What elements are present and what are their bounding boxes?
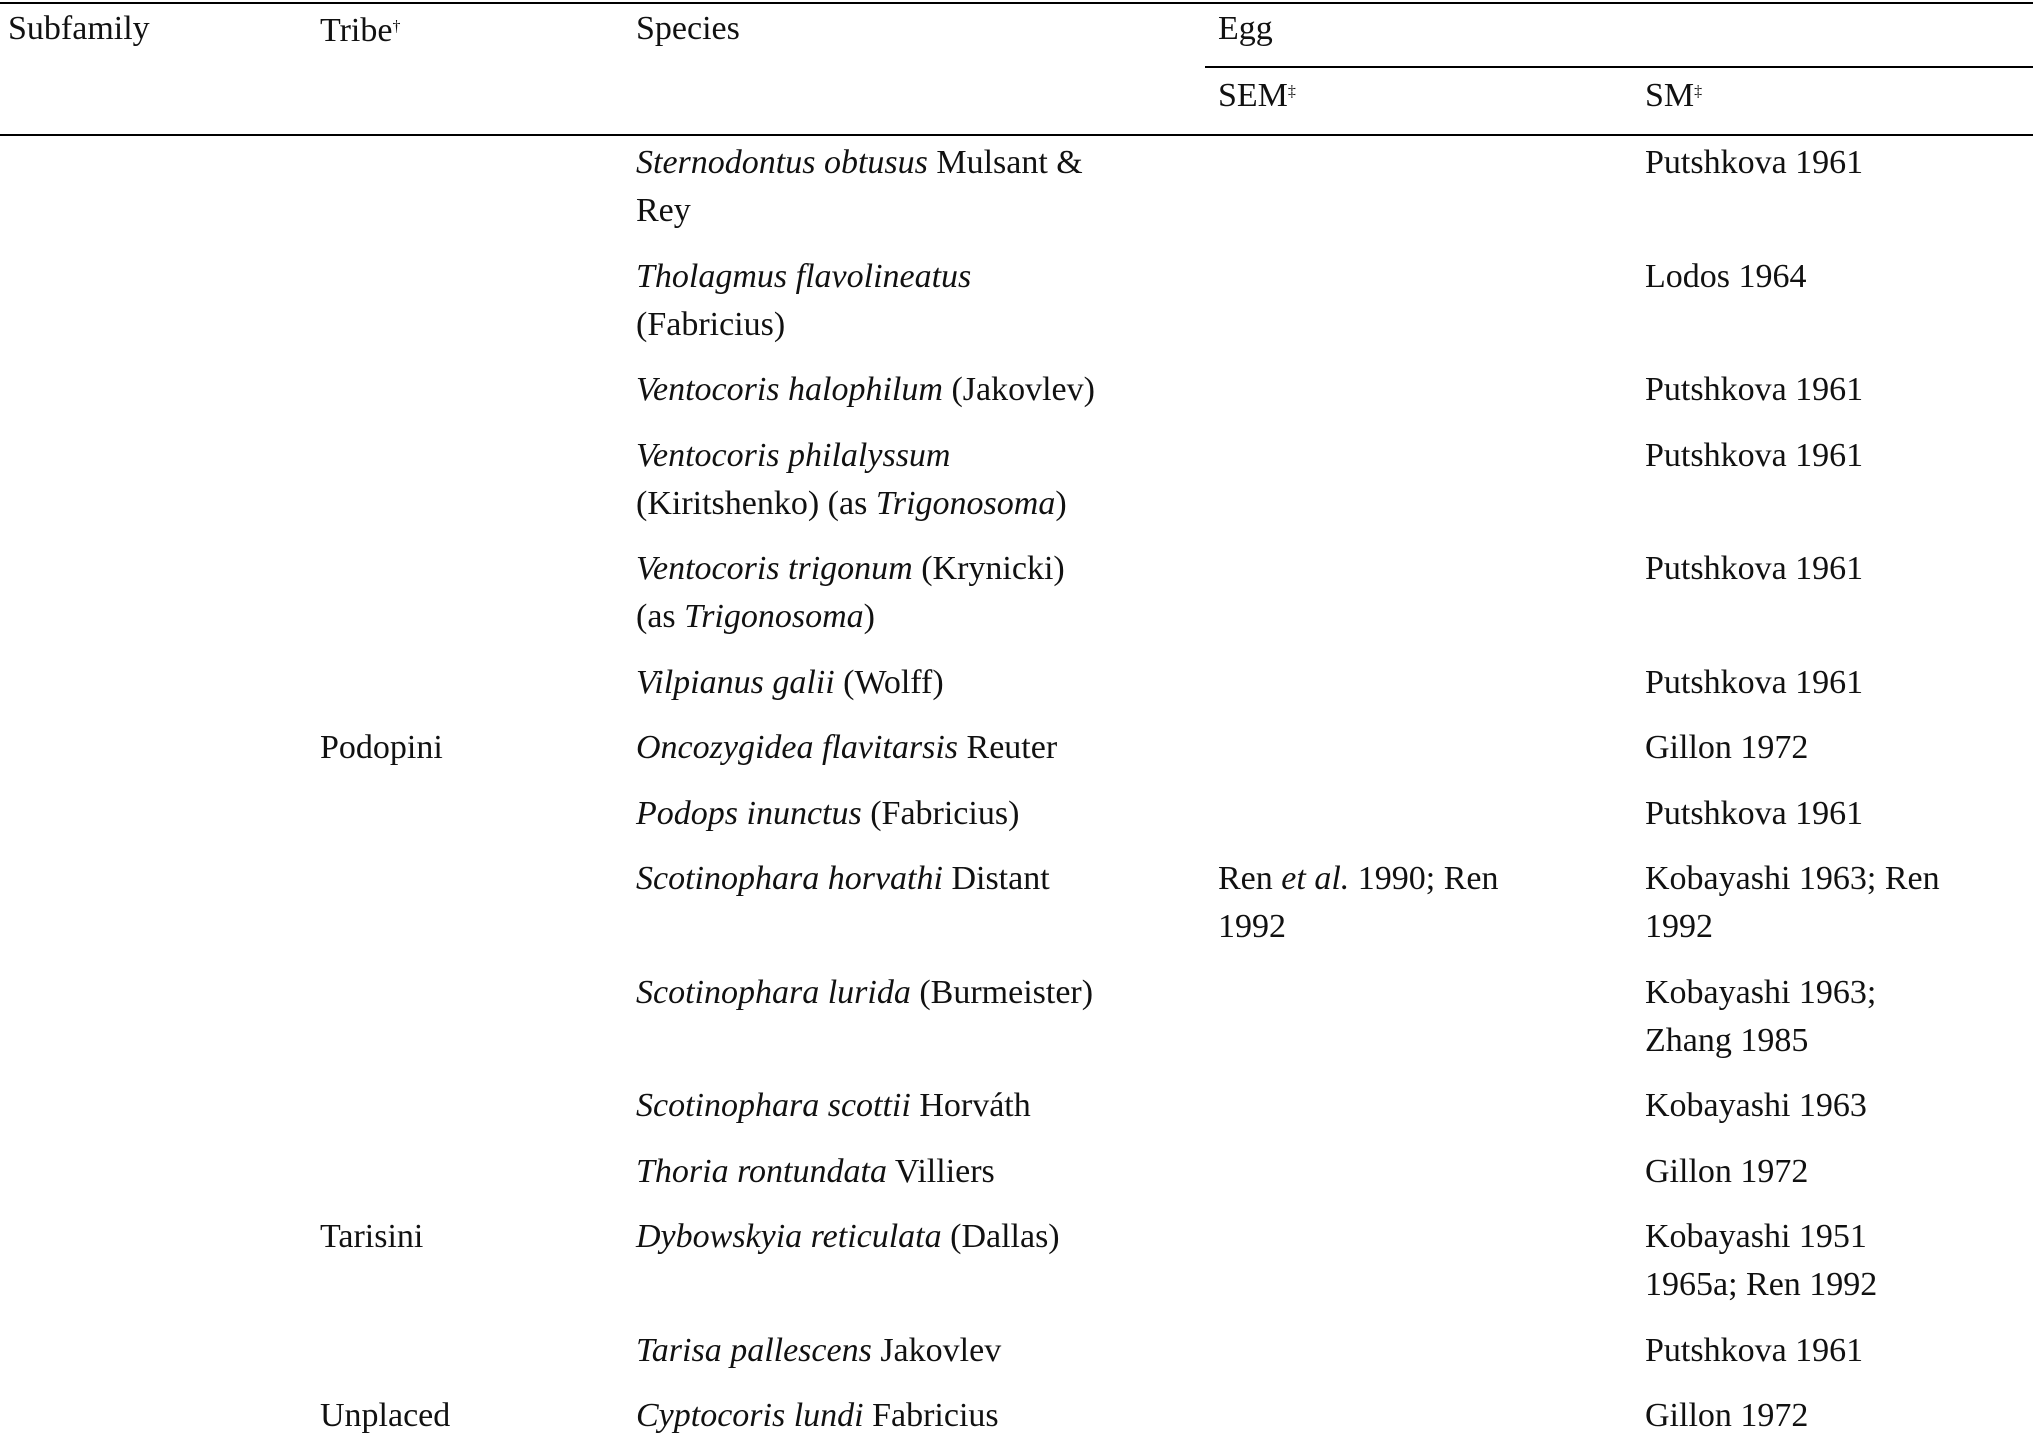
text: Rey <box>636 192 691 229</box>
cell-species <box>636 366 1095 414</box>
cell-line <box>636 545 1065 593</box>
cell-line <box>1645 1261 1877 1309</box>
cell-species <box>636 545 1065 641</box>
text: Villiers <box>886 1152 995 1190</box>
text: Putshkova 1961 <box>1645 1331 1864 1369</box>
text: ) <box>1055 484 1067 522</box>
text: Jakovlev <box>871 1331 1002 1369</box>
header-subfamily: Subfamily <box>8 10 150 47</box>
cell-species <box>636 969 1093 1017</box>
text: Kobayashi 1963; Ren <box>1645 860 1940 897</box>
italic-text: et al. <box>1281 860 1350 897</box>
cell-line <box>636 187 1083 235</box>
cell-sm <box>1645 1327 1863 1375</box>
cell-species <box>636 1392 999 1440</box>
cell-line <box>1645 139 1863 187</box>
text: 1990; Ren <box>1349 860 1499 897</box>
italic-text: Scotinophara horvathi <box>636 860 943 897</box>
cell-line <box>1645 724 1808 772</box>
cell-line <box>1645 253 1807 301</box>
italic-text: Ventocoris halophilum <box>636 371 943 408</box>
text: Kobayashi 1963 <box>1645 1087 1867 1124</box>
italic-text: Sternodontus obtusus <box>636 144 928 181</box>
tribe-name: Unplaced <box>320 1397 451 1434</box>
cell-sm <box>1645 1082 1867 1130</box>
cell-sm <box>1645 659 1863 707</box>
cell-species <box>636 855 1050 903</box>
text: 1992 <box>1645 908 1713 945</box>
cell-line <box>1645 1082 1867 1130</box>
text: Reuter <box>958 729 1058 766</box>
cell-sm <box>1645 1213 1877 1309</box>
italic-text: Dybowskyia reticulata <box>636 1218 942 1255</box>
cell-species <box>636 1213 1060 1261</box>
cell-tribe <box>320 724 443 772</box>
cell-line <box>636 969 1093 1017</box>
cell-line <box>1645 790 1863 838</box>
cell-sm <box>1645 1392 1808 1440</box>
italic-text: Ventocoris philalyssum <box>636 436 951 474</box>
cell-line <box>636 1392 999 1440</box>
italic-text: Trigonosoma <box>875 484 1056 522</box>
cell-sm <box>1645 969 1876 1065</box>
text: (Fabricius) <box>861 794 1020 832</box>
text: Distant <box>942 860 1050 897</box>
cell-line <box>1645 969 1876 1017</box>
text: Horváth <box>910 1087 1031 1124</box>
italic-text: Scotinophara lurida <box>636 973 911 1011</box>
cell-species <box>636 724 1057 772</box>
text: Putshkova 1961 <box>1645 371 1864 408</box>
cell-species <box>636 1327 1001 1375</box>
text: Gillon 1972 <box>1645 1152 1809 1190</box>
top-rule <box>0 2 2033 4</box>
cell-line <box>636 1148 995 1196</box>
header-bottom-rule <box>0 134 2033 136</box>
cell-sm <box>1645 253 1807 301</box>
text: Zhang 1985 <box>1645 1021 1809 1059</box>
cell-line <box>1645 659 1863 707</box>
text: (Dallas) <box>941 1218 1060 1255</box>
text: (Jakovlev) <box>942 371 1095 408</box>
header-sm: SM‡ <box>1645 77 1703 114</box>
dagger-footnote-mark: † <box>392 18 401 35</box>
egg-span-rule <box>1205 66 2033 68</box>
cell-line <box>1645 1148 1808 1196</box>
text: Gillon 1972 <box>1645 729 1809 766</box>
cell-sm <box>1645 724 1808 772</box>
cell-line <box>636 366 1095 414</box>
italic-text: Trigonosoma <box>684 598 864 635</box>
cell-line <box>1645 545 1863 593</box>
cell-species <box>636 253 971 349</box>
italic-text: Tarisa pallescens <box>636 1331 872 1369</box>
cell-line <box>636 139 1083 187</box>
cell-line <box>1218 903 1498 951</box>
header-egg: Egg <box>1218 10 1273 47</box>
cell-line <box>636 253 971 301</box>
cell-line <box>1645 1017 1876 1065</box>
italic-text: Vilpianus galii <box>636 663 835 701</box>
cell-line <box>636 301 971 349</box>
cell-line <box>1645 1392 1808 1440</box>
text: Putshkova 1961 <box>1645 794 1864 832</box>
cell-line <box>636 1327 1001 1375</box>
text: Kobayashi 1951 <box>1645 1218 1867 1255</box>
cell-sm <box>1645 366 1863 414</box>
cell-line <box>636 480 1067 528</box>
cell-line <box>1218 855 1498 903</box>
cell-line <box>636 432 1067 480</box>
cell-species <box>636 139 1083 235</box>
cell-line <box>1645 1327 1863 1375</box>
cell-line <box>636 593 1065 641</box>
text: (Krynicki) <box>912 550 1065 587</box>
italic-text: Ventocoris trigonum <box>636 550 913 587</box>
tribe-name: Tarisini <box>320 1218 424 1255</box>
text: 1965a; Ren 1992 <box>1645 1266 1878 1303</box>
cell-sm <box>1645 432 1863 480</box>
cell-line <box>636 659 944 707</box>
cell-sm <box>1645 790 1863 838</box>
cell-sm <box>1645 139 1863 187</box>
cell-sm <box>1645 855 1940 951</box>
text: (Kiritshenko) (as <box>636 484 876 522</box>
text: Putshkova 1961 <box>1645 550 1864 587</box>
text: Putshkova 1961 <box>1645 436 1864 474</box>
cell-sm <box>1645 545 1863 593</box>
cell-sem <box>1218 855 1498 951</box>
cell-species <box>636 790 1019 838</box>
cell-line <box>636 1082 1031 1130</box>
cell-line <box>1645 855 1940 903</box>
cell-species <box>636 432 1067 528</box>
header-tribe: Tribe† <box>320 12 401 49</box>
cell-line <box>1645 903 1940 951</box>
cell-line <box>1645 366 1863 414</box>
italic-text: Scotinophara scottii <box>636 1087 911 1124</box>
cell-sm <box>1645 1148 1808 1196</box>
cell-line <box>636 855 1050 903</box>
tribe-name: Podopini <box>320 729 443 766</box>
cell-line <box>1645 432 1863 480</box>
text: (Fabricius) <box>636 305 786 343</box>
text: Putshkova 1961 <box>1645 663 1864 701</box>
italic-text: Cyptocoris lundi <box>636 1397 864 1434</box>
cell-species <box>636 659 944 707</box>
cell-line <box>636 1213 1060 1261</box>
text: Fabricius <box>863 1397 999 1434</box>
text: Putshkova 1961 <box>1645 144 1864 181</box>
italic-text: Podops inunctus <box>636 794 862 832</box>
text: Ren <box>1218 860 1282 897</box>
cell-line <box>636 724 1057 772</box>
double-dagger-footnote-mark: ‡ <box>1694 83 1703 100</box>
cell-line <box>636 790 1019 838</box>
text: (Burmeister) <box>910 973 1094 1011</box>
text: ) <box>863 598 875 635</box>
text: Mulsant & <box>927 144 1083 181</box>
cell-species <box>636 1148 995 1196</box>
cell-tribe <box>320 1213 423 1261</box>
cell-species <box>636 1082 1031 1130</box>
double-dagger-footnote-mark: ‡ <box>1287 83 1296 100</box>
italic-text: Tholagmus flavolineatus <box>636 257 972 295</box>
text: Gillon 1972 <box>1645 1397 1809 1434</box>
italic-text: Oncozygidea flavitarsis <box>636 729 959 766</box>
text: Kobayashi 1963; <box>1645 973 1877 1011</box>
text: (as <box>636 598 685 635</box>
header-species: Species <box>636 10 740 47</box>
cell-tribe <box>320 1392 450 1440</box>
italic-text: Thoria rontundata <box>636 1152 887 1190</box>
text: (Wolff) <box>834 663 944 701</box>
cell-line <box>1645 1213 1877 1261</box>
text: Lodos 1964 <box>1645 257 1807 295</box>
header-sem: SEM‡ <box>1218 77 1296 114</box>
text: 1992 <box>1218 908 1286 945</box>
